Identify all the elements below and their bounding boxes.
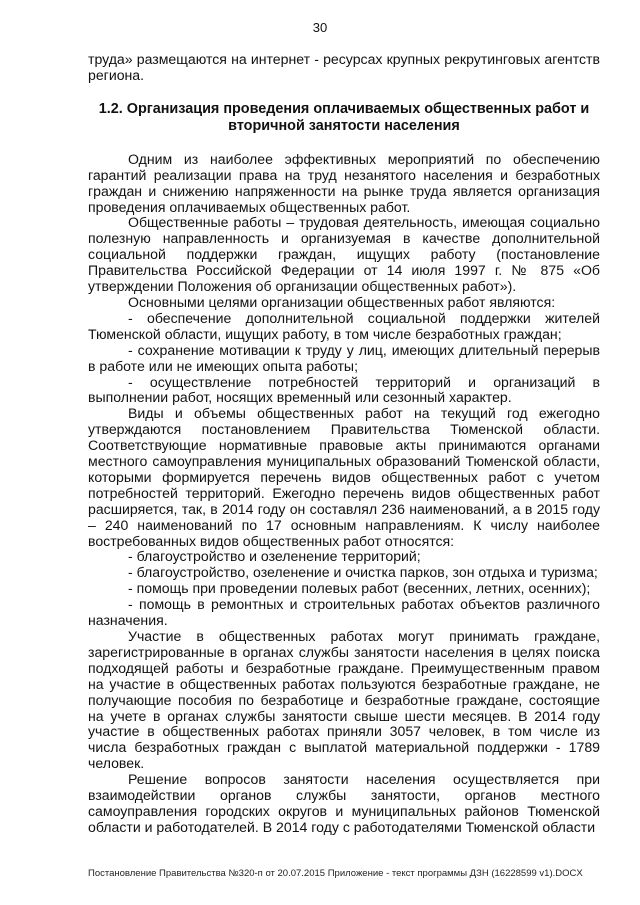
list-item: - помощь в ремонтных и строительных работах объектов различного назначения.	[88, 596, 600, 629]
list-item: - обеспечение дополнительной социальной поддержки жителей Тюменской области, ищущих работу, в том числе безработных граждан;	[88, 309, 600, 342]
paragraph: Основными целями организации общественных работ являются:	[128, 293, 556, 310]
page-number: 30	[312, 20, 328, 35]
paragraph: Участие в общественных работах могут принимать граждане, зарегистрированные в органах службы занятости населения в целях поиска подходящей работы и безработные граждане. Преимущественным правом на участие в общественных работах пользуются безработные граждане, не получающие пособия по безработице и безработные граждане, состоящие на учете в органах службы занятости свыше шести месяцев. В 2014 году участие в общественных работах приняли 3057 человек, в том числе из числа безработных граждан с выплатой материальной поддержки - 1789 человек.	[88, 628, 600, 772]
list-item: - осуществление потребностей территорий и организаций в выполнении работ, носящих временный или сезонный характер.	[88, 373, 600, 406]
paragraph: Одним из наиболее эффективных мероприятий по обеспечению гарантий реализации права на труд незанятого населения и безработных граждан и снижению напряженности на рынке труда является организация проведения оплачиваемых общественных работ.	[88, 150, 600, 215]
section-heading: 1.2. Организация проведения оплачиваемых общественных работ и вторичной занятости населения	[98, 100, 590, 134]
list-item: - благоустройство, озеленение и очистка парков, зон отдыха и туризма;	[128, 564, 598, 581]
list-item: - благоустройство и озеленение территорий;	[128, 548, 421, 565]
list-item: - помощь при проведении полевых работ (весенних, летних, осенних);	[128, 580, 591, 597]
list-item: - сохранение мотивации к труду у лиц, имеющих длительный перерыв в работе или не имеющих опыта работы;	[88, 341, 600, 374]
paragraph: Общественные работы – трудовая деятельность, имеющая социально полезную направленность и организуемая в качестве дополнительной социальной поддержки граждан, ищущих работу (постановление Правительства Российской Федерации от 14 июля 1997 г. № 875 «Об утверждении Положения об организации общественных работ»).	[88, 214, 600, 295]
paragraph: Решение вопросов занятости населения осуществляется при взаимодействии органов службы занятости, органов местного самоуправления городских округов и муниципальных районов Тюменской области и работодателей. В 2014 году с работодателями Тюменской области	[88, 771, 600, 835]
lead-paragraph: труда» размещаются на интернет - ресурсах крупных рекрутинговых агентств региона.	[88, 51, 600, 83]
paragraph: Виды и объемы общественных работ на текущий год ежегодно утверждаются постановлением Правительства Тюменской области. Соответствующие нормативные правовые акты принимаются органами местного самоуправления муниципальных образований Тюменской области, которыми формируется перечень видов общественных работ с учетом потребностей территорий. Ежегодно перечень видов общественных работ расширяется, так, в 2014 году он составлял 236 наименований, а в 2015 году – 240 наименований по 17 основным направлениям. К числу наиболее востребованных видов общественных работ относятся:	[88, 405, 600, 549]
page-footer: Постановление Правительства №320-п от 20.07.2015 Приложение - текст программы ДЗН (16228599 v1).DOCX	[88, 868, 583, 879]
document-body	[88, 52, 600, 836]
